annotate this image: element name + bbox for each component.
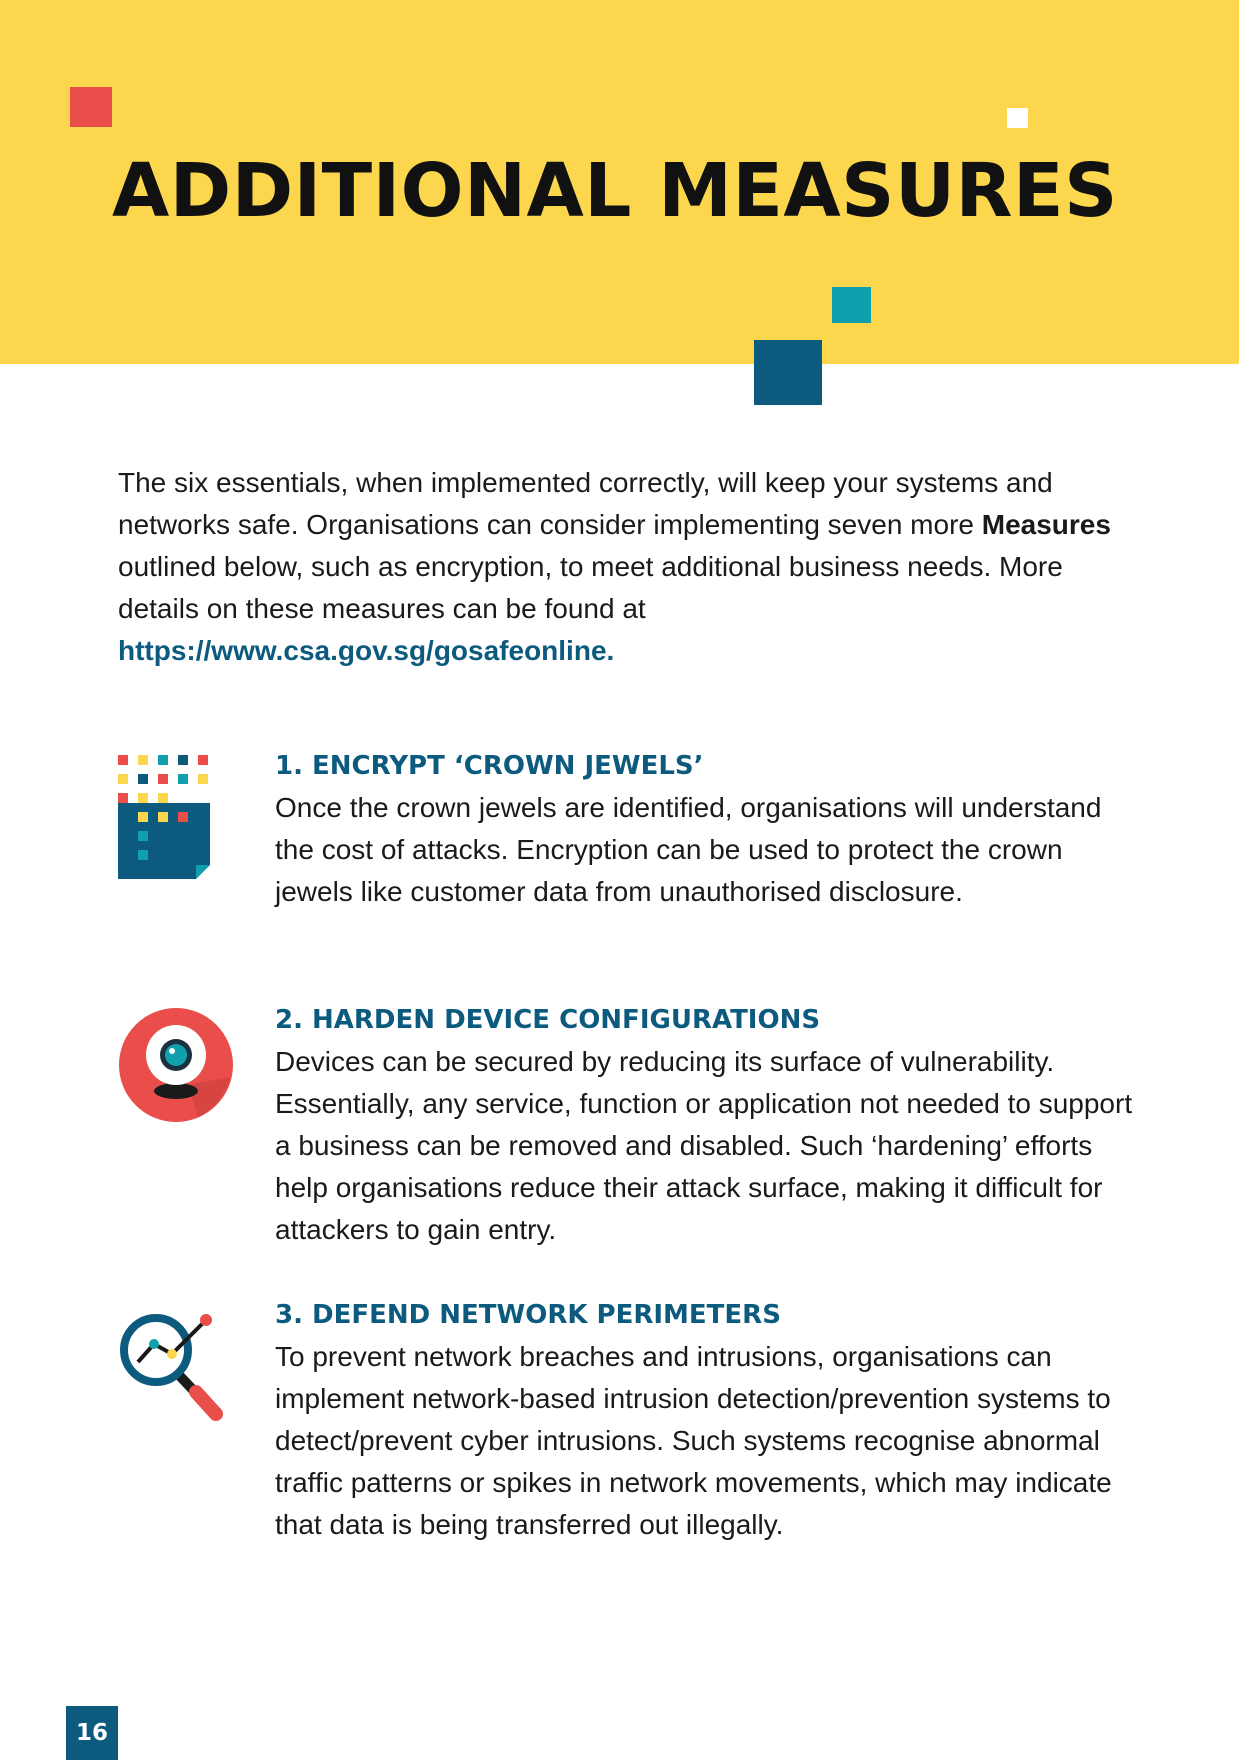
- page-number: 16: [66, 1706, 118, 1760]
- magnifier-chart-icon: [118, 1312, 228, 1429]
- intro-text-1: The six essentials, when implemented correctly, will keep your systems and networks safe. Organisations can consider implementing seven more: [118, 467, 1053, 540]
- intro-bold-word: Measures: [981, 509, 1111, 540]
- webcam-icon: [118, 1007, 234, 1128]
- page-title: ADDITIONAL MEASURES: [112, 148, 1118, 234]
- measure-3-title: 3. DEFEND NETWORK PERIMETERS: [275, 1300, 781, 1330]
- decor-square-red: [70, 87, 112, 127]
- decor-square-white: [1007, 108, 1028, 128]
- measure-3-text: To prevent network breaches and intrusions, organisations can implement network-based intrusion detection/prevention systems to detect/prevent cyber intrusions. Such systems recognise abnormal traffic patterns or spikes in network movements, which may indicate that data is being transferred out illegally.: [275, 1341, 1112, 1540]
- header-banner: [0, 0, 1239, 364]
- intro-text-2: outlined below, such as encryption, to meet additional business needs. More details on these measures can be found at: [118, 551, 1063, 624]
- measure-1-title: 1. ENCRYPT ‘CROWN JEWELS’: [275, 751, 704, 781]
- measure-2-title: 2. HARDEN DEVICE CONFIGURATIONS: [275, 1005, 821, 1035]
- measure-2-text: Devices can be secured by reducing its surface of vulnerability. Essentially, any service, function or application not needed to support a business can be removed and disabled. Such ‘hardening’ efforts help organisations reduce their attack surface, making it difficult for attackers to gain entry.: [275, 1046, 1133, 1245]
- measure-1-text: Once the crown jewels are identified, organisations will understand the cost of attacks. Encryption can be used to protect the crown jewels like customer data from unauthorised disclosure.: [275, 792, 1102, 907]
- decor-square-navy: [754, 340, 822, 405]
- gosafeonline-link[interactable]: https://www.csa.gov.sg/gosafeonline.: [118, 635, 615, 666]
- intro-paragraph: [118, 462, 1128, 672]
- data-grid-icon: [118, 755, 210, 884]
- decor-square-teal: [832, 287, 871, 323]
